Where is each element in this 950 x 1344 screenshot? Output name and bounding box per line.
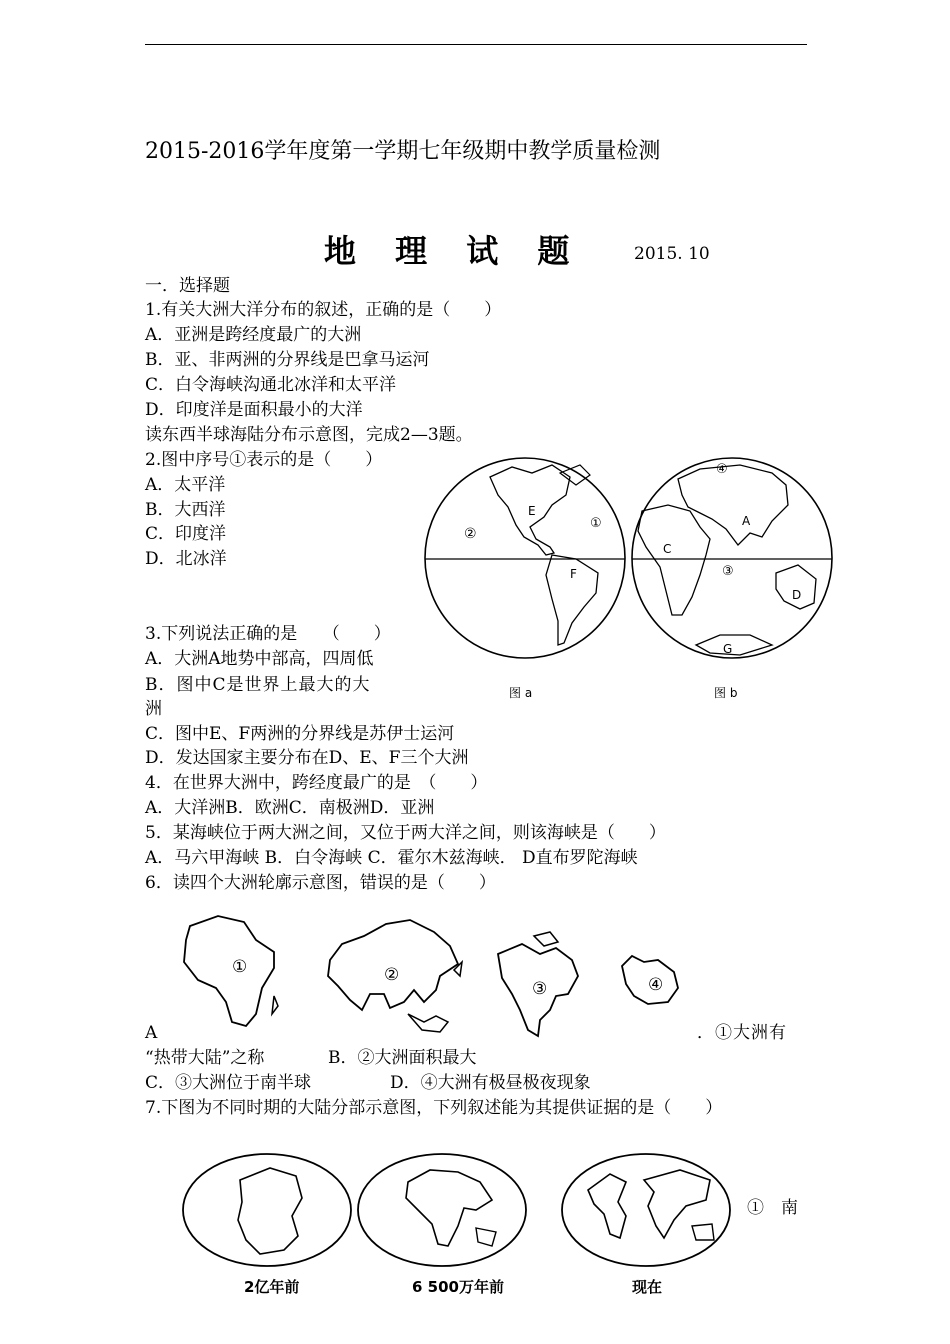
section-heading: 一．选择题 bbox=[145, 276, 230, 296]
greenland-shape bbox=[560, 465, 590, 485]
page-title: 地 理 试 题 bbox=[324, 232, 584, 270]
caption-figure-a: 图 a bbox=[509, 686, 533, 700]
label-2: ② bbox=[464, 526, 477, 542]
label-E: E bbox=[528, 504, 536, 518]
q1-option-b: B．亚、非两洲的分界线是巴拿马运河 bbox=[145, 350, 430, 370]
outline-label-3: ③ bbox=[532, 979, 548, 999]
q7-stem: 7.下图为不同时期的大陆分部示意图，下列叙述能为其提供证据的是（ ） bbox=[145, 1098, 723, 1118]
western-hemisphere-outline bbox=[425, 458, 625, 658]
label-1: ① bbox=[590, 516, 602, 531]
q4-stem: 4．在世界大洲中，跨经度最广的是 （ ） bbox=[145, 773, 488, 793]
caption-figure-b: 图 b bbox=[714, 686, 738, 700]
label-F: F bbox=[570, 567, 577, 581]
q6-stem: 6．读四个大洲轮廓示意图，错误的是（ ） bbox=[145, 873, 496, 893]
q3-option-c: C．图中E、F两洲的分界线是苏伊士运河 bbox=[145, 724, 455, 744]
q2-option-a: A．太平洋 bbox=[145, 475, 226, 495]
q4-options: A．大洋洲B．欧洲C．南极洲D．亚洲 bbox=[145, 798, 435, 818]
africa-shape bbox=[638, 505, 710, 615]
q7-option-1: ① 南 bbox=[747, 1198, 798, 1218]
eastern-hemisphere-outline bbox=[632, 458, 832, 658]
q3-option-a: A．大洲A地势中部高，四周低 bbox=[145, 649, 374, 669]
drift-caption-2: 6 500万年前 bbox=[412, 1278, 504, 1296]
q6-option-d: D．④大洲有极昼极夜现象 bbox=[390, 1073, 591, 1093]
top-rule bbox=[145, 44, 807, 45]
q1-option-c: C．白令海峡沟通北冰洋和太平洋 bbox=[145, 375, 397, 395]
q1-option-a: A．亚洲是跨经度最广的大洲 bbox=[145, 325, 362, 345]
afro-eurasia-today-shape bbox=[644, 1170, 710, 1238]
q5-options: A．马六甲海峡 B．白令海峡 C．霍尔木兹海峡． D直布罗陀海峡 bbox=[145, 848, 638, 868]
q2-option-c: C．印度洋 bbox=[145, 524, 227, 544]
americas-today-shape bbox=[588, 1174, 626, 1238]
q6-option-a-cont: “热带大陆”之称 bbox=[145, 1048, 265, 1068]
label-C: C bbox=[663, 542, 672, 556]
q23-intro: 读东西半球海陆分布示意图，完成2—3题。 bbox=[145, 425, 473, 445]
q2-option-b: B．大西洋 bbox=[145, 500, 226, 520]
label-3: ③ bbox=[722, 564, 734, 579]
eurasia-shape bbox=[678, 465, 788, 545]
outline-label-2: ② bbox=[384, 965, 400, 985]
q2-stem: 2.图中序号①表示的是（ ） bbox=[145, 450, 383, 470]
continental-drift-map bbox=[180, 1150, 740, 1300]
label-A: A bbox=[742, 514, 751, 528]
africa-outline bbox=[184, 916, 274, 1026]
q1-option-d: D．印度洋是面积最小的大洋 bbox=[145, 400, 363, 420]
outline-label-1: ① bbox=[232, 957, 248, 977]
q3-option-b: B．图中C是世界上最大的大 bbox=[145, 675, 371, 695]
q6-option-a-letter: A bbox=[145, 1023, 158, 1043]
antarctica-shape bbox=[696, 635, 772, 655]
q6-option-b: B．②大洲面积最大 bbox=[328, 1048, 477, 1068]
pangaea-shape bbox=[238, 1168, 302, 1254]
australia-shape bbox=[776, 565, 816, 609]
drift-caption-1: 2亿年前 bbox=[244, 1278, 300, 1296]
q1-stem: 1.有关大洲大洋分布的叙述，正确的是（ ） bbox=[145, 300, 502, 320]
q3-stem: 3.下列说法正确的是 （ ） bbox=[145, 624, 391, 644]
exam-date: 2015. 10 bbox=[634, 244, 710, 264]
outline-label-4: ④ bbox=[648, 975, 664, 995]
q3-option-b-cont: 洲 bbox=[145, 699, 162, 719]
drift-caption-3: 现在 bbox=[632, 1278, 663, 1296]
continent-outlines-map bbox=[178, 910, 698, 1040]
label-G: G bbox=[723, 642, 733, 656]
hemisphere-map bbox=[420, 455, 840, 670]
q6-option-a: ．①大洲有 bbox=[697, 1023, 787, 1043]
label-4: ④ bbox=[716, 462, 728, 477]
q6-option-c: C．③大洲位于南半球 bbox=[145, 1073, 312, 1093]
q5-stem: 5．某海峡位于两大洲之间，又位于两大洋之间，则该海峡是（ ） bbox=[145, 823, 666, 843]
cretaceous-continents-shape bbox=[406, 1170, 492, 1246]
q3-option-d: D．发达国家主要分布在D、E、F三个大洲 bbox=[145, 748, 469, 768]
label-D: D bbox=[792, 588, 802, 602]
q2-option-d: D．北冰洋 bbox=[145, 549, 227, 569]
exam-header: 2015-2016学年度第一学期七年级期中教学质量检测 bbox=[145, 139, 661, 164]
